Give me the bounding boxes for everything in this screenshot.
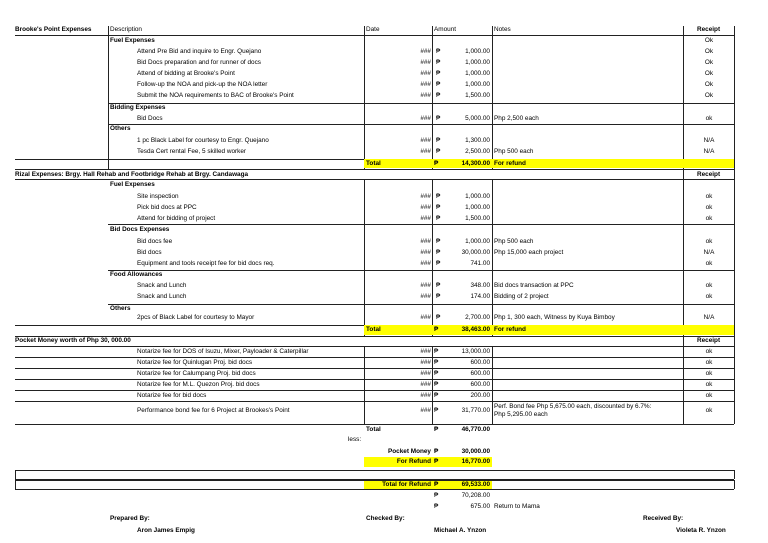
return-amount: 675.00	[470, 503, 490, 510]
item-description: Performance bond fee for 6 Project at Brookes's Point	[137, 407, 290, 414]
amount-cell: 600.00	[470, 381, 490, 388]
item-description: Bid docs fee	[137, 238, 173, 245]
item-description: Attend for bidding of project	[137, 215, 216, 222]
amount-cell: 600.00	[470, 359, 490, 366]
pocket-money-amount: 30,000.00	[461, 448, 490, 455]
item-description: Notarize fee for Calumpang Proj. bid docs	[137, 370, 256, 377]
date-cell: ###	[420, 392, 431, 399]
amount-cell: 1,000.00	[465, 70, 490, 77]
prepared-by-name: Aron James Empig	[137, 527, 195, 534]
date-cell: ###	[420, 215, 431, 222]
peso-sign: ₱	[434, 426, 439, 433]
section-title: Brooke's Point Expenses	[15, 26, 92, 33]
total-amount: 38,463.00	[461, 326, 490, 333]
item-description: 2pcs of Black Label for courtesy to Mayor	[137, 314, 255, 321]
receipt-cell: Ok	[704, 70, 714, 77]
category-label: Others	[110, 125, 131, 132]
note-cell: Php 1, 300 each, Witness by Kuya Bimboy	[494, 314, 615, 321]
receipt-header: Receipt	[697, 171, 721, 178]
receipt-cell: Ok	[704, 37, 714, 44]
peso-sign: ₱	[434, 392, 439, 399]
return-note: Return to Mama	[494, 503, 540, 510]
receipt-cell: ok	[705, 381, 713, 388]
item-description: Pick bid docs at PPC	[137, 204, 197, 211]
receipt-cell: Ok	[704, 48, 714, 55]
item-description: Equipment and tools receipt fee for bid docs req.	[137, 260, 275, 267]
receipt-cell: ok	[705, 370, 713, 377]
peso-sign: ₱	[434, 503, 439, 510]
peso-sign: ₱	[436, 238, 441, 245]
receipt-cell: ok	[705, 215, 713, 222]
total-label: Total	[366, 326, 381, 333]
total-amount: 46,770.00	[461, 426, 490, 433]
peso-sign: ₱	[436, 215, 441, 222]
grand-amount: 70,208.00	[461, 492, 490, 499]
date-cell: ###	[420, 282, 431, 289]
date-cell: ###	[420, 193, 431, 200]
peso-sign: ₱	[436, 59, 441, 66]
note-cell: Php 500 each	[494, 148, 534, 155]
peso-sign: ₱	[434, 326, 439, 333]
receipt-cell: ok	[705, 193, 713, 200]
receipt-cell: Ok	[704, 92, 714, 99]
amount-cell: 5,000.00	[465, 115, 490, 122]
date-cell: ###	[420, 407, 431, 414]
amount-cell: 1,300.00	[465, 137, 490, 144]
amount-cell: 741.00	[470, 260, 490, 267]
item-description: 1 pc Black Label for courtesy to Engr. Quejano	[137, 137, 269, 144]
date-cell: ###	[420, 314, 431, 321]
note-cell: Php 5,295.00 each	[494, 411, 548, 418]
item-description: Attend Pre Bid and inquire to Engr. Quejano	[137, 48, 262, 55]
amount-cell: 2,500.00	[465, 148, 490, 155]
receipt-cell: Ok	[704, 59, 714, 66]
note-cell: Bid docs transaction at PPC	[494, 282, 574, 289]
item-description: Bid Docs	[137, 115, 163, 122]
date-cell: ###	[420, 81, 431, 88]
peso-sign: ₱	[434, 160, 439, 167]
date-cell: ###	[420, 381, 431, 388]
amount-cell: 1,500.00	[465, 92, 490, 99]
total-for-refund-amount: 69,533.00	[461, 481, 490, 488]
category-label: Fuel Expenses	[110, 181, 155, 188]
peso-sign: ₱	[436, 48, 441, 55]
total-note: For refund	[494, 160, 526, 167]
date-cell: ###	[420, 204, 431, 211]
date-cell: ###	[420, 370, 431, 377]
note-cell: Php 2,500 each	[494, 115, 539, 122]
date-header: Date	[366, 26, 380, 33]
item-description: Bid Docs preparation and for runner of docs	[137, 59, 261, 66]
category-label: Food Allowances	[110, 271, 163, 278]
amount-cell: 600.00	[470, 370, 490, 377]
receipt-cell: ok	[705, 392, 713, 399]
peso-sign: ₱	[436, 92, 441, 99]
amount-cell: 1,000.00	[465, 59, 490, 66]
item-description: Bid docs	[137, 249, 162, 256]
amount-cell: 1,000.00	[465, 81, 490, 88]
amount-cell: 1,000.00	[465, 204, 490, 211]
section-title: Rizal Expenses: Brgy. Hall Rehab and Footbridge Rehab at Brgy. Candawaga	[15, 171, 249, 178]
notes-header: Notes	[494, 26, 511, 33]
receipt-cell: ok	[705, 238, 713, 245]
receipt-cell: ok	[705, 204, 713, 211]
date-cell: ###	[420, 137, 431, 144]
pocket-money-label: Pocket Money	[388, 448, 431, 455]
amount-cell: 2,700.00	[465, 314, 490, 321]
peso-sign: ₱	[434, 492, 439, 499]
date-cell: ###	[420, 148, 431, 155]
category-label: Bid Docs Expenses	[110, 226, 170, 233]
date-cell: ###	[420, 238, 431, 245]
item-description: Snack and Lunch	[137, 293, 187, 300]
date-cell: ###	[420, 249, 431, 256]
receipt-cell: ok	[705, 282, 713, 289]
amount-cell: 1,000.00	[465, 48, 490, 55]
receipt-cell: N/A	[703, 249, 715, 256]
item-description: Site inspection	[137, 193, 179, 200]
date-cell: ###	[420, 260, 431, 267]
peso-sign: ₱	[436, 193, 441, 200]
peso-sign: ₱	[436, 282, 441, 289]
receipt-cell: N/A	[703, 314, 715, 321]
date-cell: ###	[420, 293, 431, 300]
prepared-by-label: Prepared By:	[110, 515, 150, 522]
peso-sign: ₱	[434, 348, 439, 355]
peso-sign: ₱	[436, 204, 441, 211]
peso-sign: ₱	[434, 381, 439, 388]
received-by-name: Violeta R. Ynzon	[676, 527, 726, 534]
peso-sign: ₱	[436, 70, 441, 77]
note-cell: Php 15,000 each project	[494, 249, 564, 256]
peso-sign: ₱	[436, 148, 441, 155]
for-refund-amount: 16,770.00	[461, 458, 490, 465]
date-cell: ###	[420, 70, 431, 77]
item-description: Tesda Cert rental Fee, 5 skilled worker	[137, 148, 247, 155]
item-description: Submit the NOA requirements to BAC of Brooke's Point	[137, 92, 294, 99]
peso-sign: ₱	[434, 448, 439, 455]
peso-sign: ₱	[436, 115, 441, 122]
peso-sign: ₱	[434, 359, 439, 366]
peso-sign: ₱	[434, 407, 439, 414]
date-cell: ###	[420, 115, 431, 122]
peso-sign: ₱	[436, 137, 441, 144]
peso-sign: ₱	[436, 81, 441, 88]
peso-sign: ₱	[436, 314, 441, 321]
note-cell: Perf. Bond fee Php 5,675.00 each, discounted by 6.7%:	[494, 403, 652, 410]
peso-sign: ₱	[436, 293, 441, 300]
item-description: Notarize fee for Quinlugan Proj. bid docs	[137, 359, 253, 366]
amount-cell: 13,000.00	[461, 348, 490, 355]
receipt-cell: ok	[705, 115, 713, 122]
date-cell: ###	[420, 48, 431, 55]
item-description: Notarize fee for DOS of Isuzu, Mixer, Payloader & Caterpillar	[137, 348, 309, 355]
receipt-header: Receipt	[697, 26, 721, 33]
receipt-cell: ok	[705, 293, 713, 300]
item-description: Snack and Lunch	[137, 282, 187, 289]
checked-by-label: Checked By:	[366, 515, 405, 522]
checked-by-name: Michael A. Ynzon	[434, 527, 487, 534]
amount-cell: 30,000.00	[461, 249, 490, 256]
item-description: Notarize fee for bid docs	[137, 392, 207, 399]
amount-cell: 174.00	[470, 293, 490, 300]
amount-cell: 31,770.00	[461, 407, 490, 414]
item-description: Notarize fee for M.L. Quezon Proj. bid docs	[137, 381, 260, 388]
receipt-cell: ok	[705, 348, 713, 355]
receipt-cell: ok	[705, 407, 713, 414]
amount-cell: 200.00	[470, 392, 490, 399]
for-refund-label: For Refund	[396, 458, 431, 465]
amount-cell: 348.00	[470, 282, 490, 289]
item-description: Attend of bidding at Brooke's Point	[137, 70, 235, 77]
amount-cell: 1,500.00	[465, 215, 490, 222]
note-cell: Php 500 each	[494, 238, 534, 245]
receipt-cell: ok	[705, 260, 713, 267]
receipt-header: Receipt	[697, 337, 721, 344]
category-label: Fuel Expenses	[110, 37, 155, 44]
peso-sign: ₱	[436, 260, 441, 267]
total-note: For refund	[494, 326, 526, 333]
total-amount: 14,300.00	[461, 160, 490, 167]
item-description: Follow-up the NOA and pick-up the NOA letter	[137, 81, 268, 88]
date-cell: ###	[420, 348, 431, 355]
less-label: less:	[348, 436, 362, 443]
amount-header: Amount	[434, 26, 457, 33]
receipt-cell: N/A	[703, 148, 715, 155]
receipt-cell: N/A	[703, 137, 715, 144]
total-label: Total	[366, 160, 381, 167]
date-cell: ###	[420, 359, 431, 366]
description-header: Description	[110, 26, 142, 33]
peso-sign: ₱	[434, 370, 439, 377]
peso-sign: ₱	[434, 481, 439, 488]
date-cell: ###	[420, 59, 431, 66]
category-label: Bidding Expenses	[110, 104, 166, 111]
note-cell: Bidding of 2 project	[494, 293, 549, 300]
receipt-cell: ok	[705, 359, 713, 366]
amount-cell: 1,000.00	[465, 238, 490, 245]
peso-sign: ₱	[436, 249, 441, 256]
received-by-label: Received By:	[643, 515, 684, 522]
receipt-cell: Ok	[704, 81, 714, 88]
date-cell: ###	[420, 92, 431, 99]
total-for-refund-label: Total for Refund	[382, 481, 431, 488]
total-label: Total	[366, 426, 381, 433]
amount-cell: 1,000.00	[465, 193, 490, 200]
peso-sign: ₱	[434, 458, 439, 465]
section-title: Pocket Money worth of Php 30, 000.00	[15, 337, 131, 344]
category-label: Others	[110, 305, 131, 312]
